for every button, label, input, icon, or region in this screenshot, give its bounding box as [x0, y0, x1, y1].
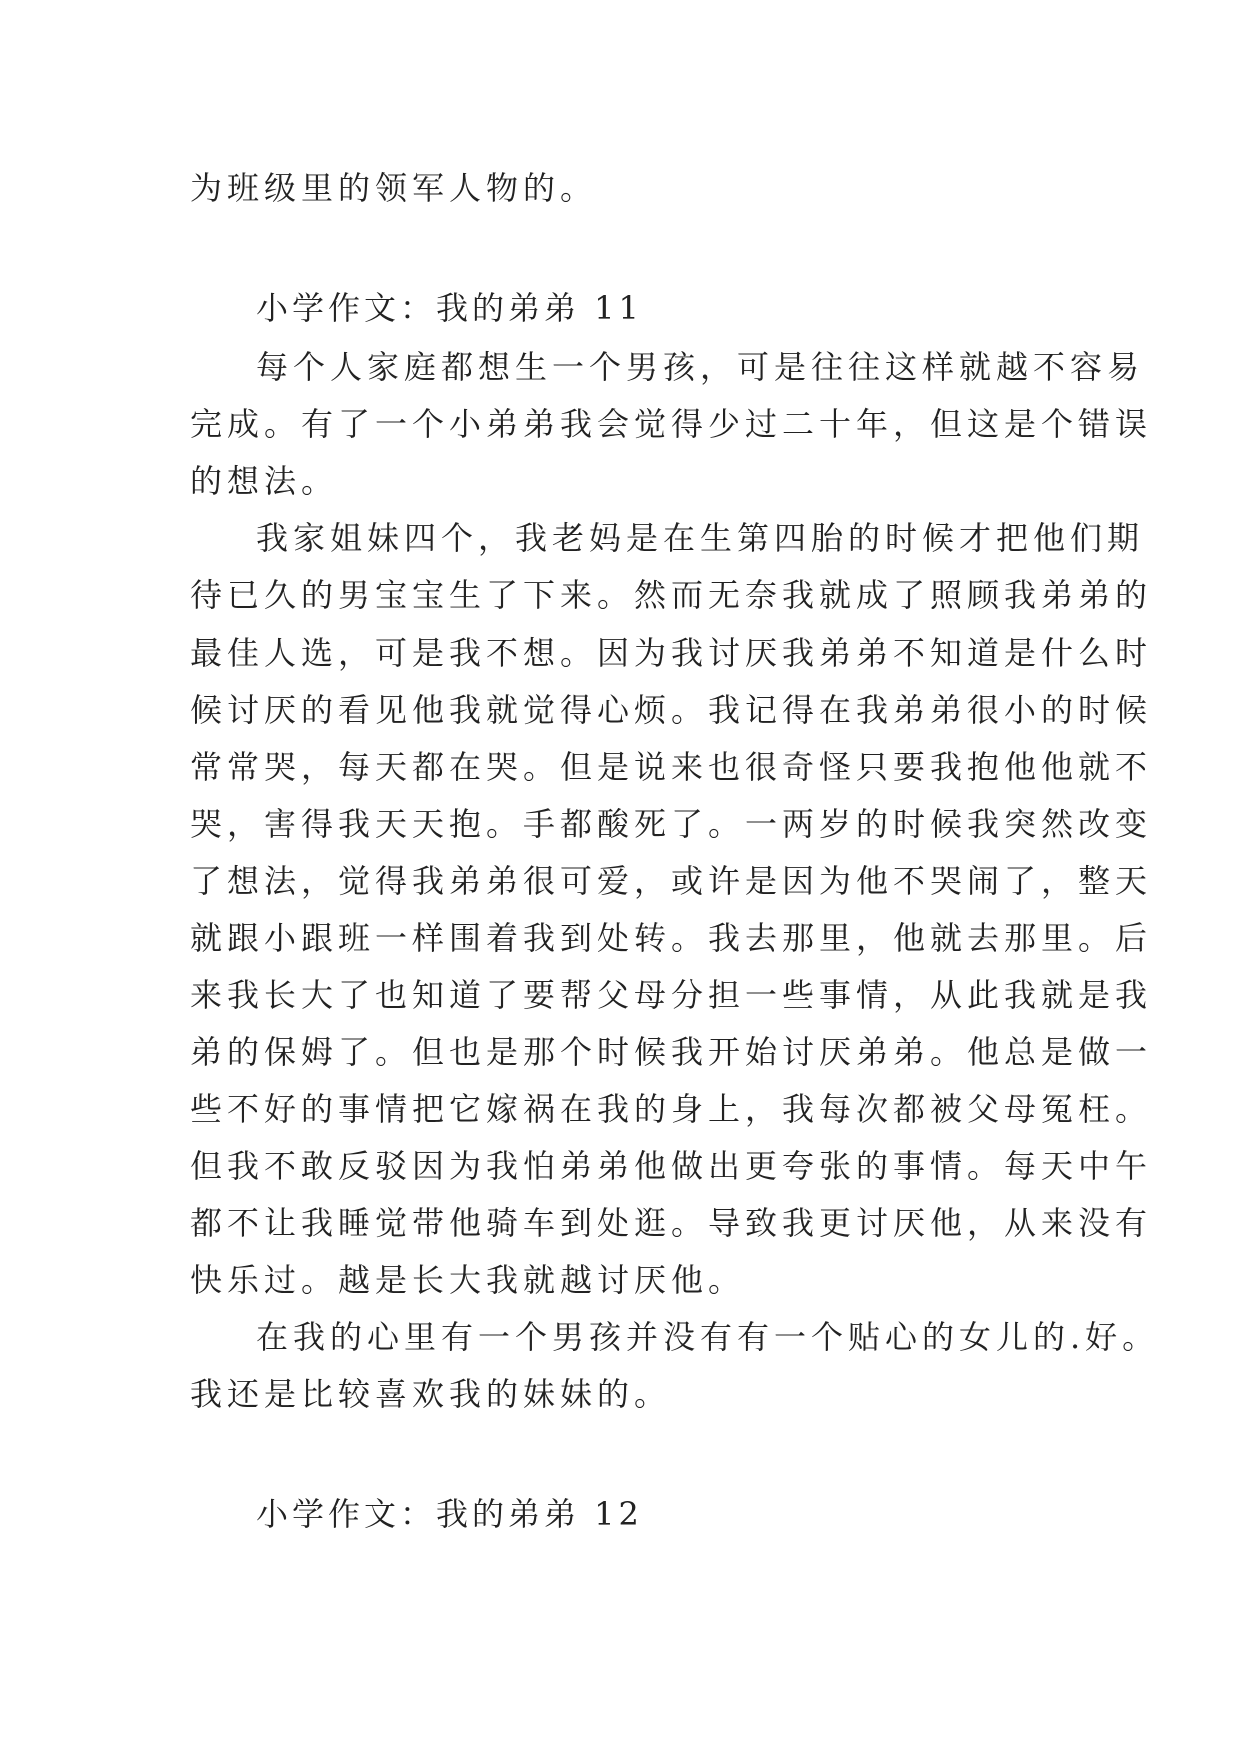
paragraph-line: 常常哭，每天都在哭。但是说来也很奇怪只要我抱他他就不	[190, 748, 1153, 786]
paragraph-line: 来我长大了也知道了要帮父母分担一些事情，从此我就是我	[190, 976, 1153, 1014]
paragraph-line: 但我不敢反驳因为我怕弟弟他做出更夸张的事情。每天中午	[190, 1147, 1153, 1185]
paragraph-line: 快乐过。越是长大我就越讨厌他。	[190, 1261, 746, 1299]
paragraph-line: 在我的心里有一个男孩并没有有一个贴心的女儿的.好。	[256, 1318, 1160, 1356]
paragraph-line: 完成。有了一个小弟弟我会觉得少过二十年，但这是个错误	[190, 405, 1153, 443]
paragraph-line: 弟的保姆了。但也是那个时候我开始讨厌弟弟。他总是做一	[190, 1033, 1153, 1071]
paragraph-line: 的想法。	[190, 462, 339, 500]
paragraph-line: 待已久的男宝宝生了下来。然而无奈我就成了照顾我弟弟的	[190, 576, 1153, 614]
paragraph-line: 了想法，觉得我弟弟很可爱，或许是因为他不哭闹了，整天	[190, 862, 1153, 900]
paragraph-line: 我还是比较喜欢我的妹妹的。	[190, 1375, 672, 1413]
paragraph-line: 我家姐妹四个，我老妈是在生第四胎的时候才把他们期	[256, 519, 1145, 557]
paragraph-line: 为班级里的领军人物的。	[190, 169, 598, 207]
paragraph-line: 每个人家庭都想生一个男孩，可是往往这样就越不容易	[256, 348, 1145, 386]
paragraph-line: 候讨厌的看见他我就觉得心烦。我记得在我弟弟很小的时候	[190, 691, 1153, 729]
paragraph-line: 都不让我睡觉带他骑车到处逛。导致我更讨厌他，从来没有	[190, 1204, 1153, 1242]
paragraph-line: 就跟小跟班一样围着我到处转。我去那里，他就去那里。后	[190, 919, 1153, 957]
paragraph-line: 些不好的事情把它嫁祸在我的身上，我每次都被父母冤枉。	[190, 1090, 1153, 1128]
section-heading: 小学作文：我的弟弟 11	[256, 289, 643, 327]
section-heading: 小学作文：我的弟弟 12	[256, 1495, 643, 1533]
paragraph-line: 哭，害得我天天抱。手都酸死了。一两岁的时候我突然改变	[190, 805, 1153, 843]
paragraph-line: 最佳人选，可是我不想。因为我讨厌我弟弟不知道是什么时	[190, 634, 1153, 672]
